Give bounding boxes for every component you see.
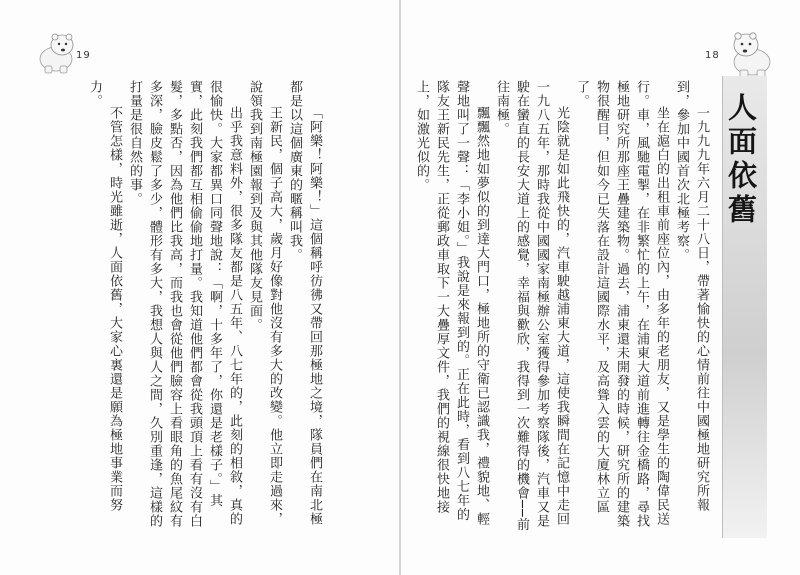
- page-number: 18: [705, 50, 720, 61]
- paragraph: 一九九九年六月二十八日，帶著愉快的心情前往中國極地研究所報到，參加中國首次北極考察。: [674, 80, 709, 512]
- right-page-body: [414, 80, 711, 535]
- paragraph: 出乎我意料外，很多隊友都是八五年、八七年的，此刻的相敘，真的很愉快。大家都異口同聲地說：「啊，十多年了，你還是老樣子。」其實，此刻我們都互相偷偷地打量。我知道他們都會從我頭頂上看有沒有白髮，多點否，因為他們比我高，而我也會從他們臉容上看眼角的魚尾紋有多深，臉皮鬆了多少，體形有多大，我想人與人之間，久別重逢，這樣的打量是很自然的事。: [127, 80, 242, 528]
- polar-bear-icon: [36, 26, 80, 74]
- polar-bear-icon: [726, 24, 776, 78]
- page-number: 19: [76, 50, 91, 61]
- paragraph: 飄飄然地如夢似的到達大門口，極地所的守衛已認識我，禮貌地、輕聲地叫了一聲：「李小姐。」我說是來報到的。正在此時，看到八七年的隊友王新民先生，正從郵政車取下一大疊厚文件，我們的視線很快地接上，如激光似的。: [414, 80, 489, 526]
- paragraph: 王新民，個子高大，歲月好像對他沒有多大的改變。他立即走過來，說領我到南極園報到及與其他隊友見面。: [247, 80, 282, 526]
- paragraph: 光陰就是如此飛快的，汽車駛越浦東大道，這使我瞬間在記憶中走回一九八五年，那時我從中國國家南極辦公室獲得參加考察隊後，汽車又是駛在蠻直的長安大道上的感覺，幸福與歡欣，我得到一次難得的機會──前往南極。: [494, 80, 569, 532]
- paragraph: 坐在滬白的出租車前座位內，由多年的老朋友，又是學生的陶偉民送行。車，風馳電掣，在非繁忙的上午，在浦東大道前進轉往金橋路，尋找極地研究所那座王疊建築物。過去，浦東還未開發的時候，研究所的建築物很醒目，但如今已失落在設計這國際水平，及高聳入雲的大廈林立區了。: [574, 80, 669, 528]
- paragraph: 「阿樂！阿樂！」這個稱呼彷彿又帶回那極地之境，隊員們在南北極都是以這個廣東的暱稱叫我。: [287, 80, 322, 526]
- chapter-title: 人面依舊: [724, 92, 758, 228]
- left-page-body: [87, 80, 324, 535]
- paragraph: 不管怎樣，時光雖逝，人面依舊，大家心裏還是願為極地事業而努力。: [87, 80, 122, 512]
